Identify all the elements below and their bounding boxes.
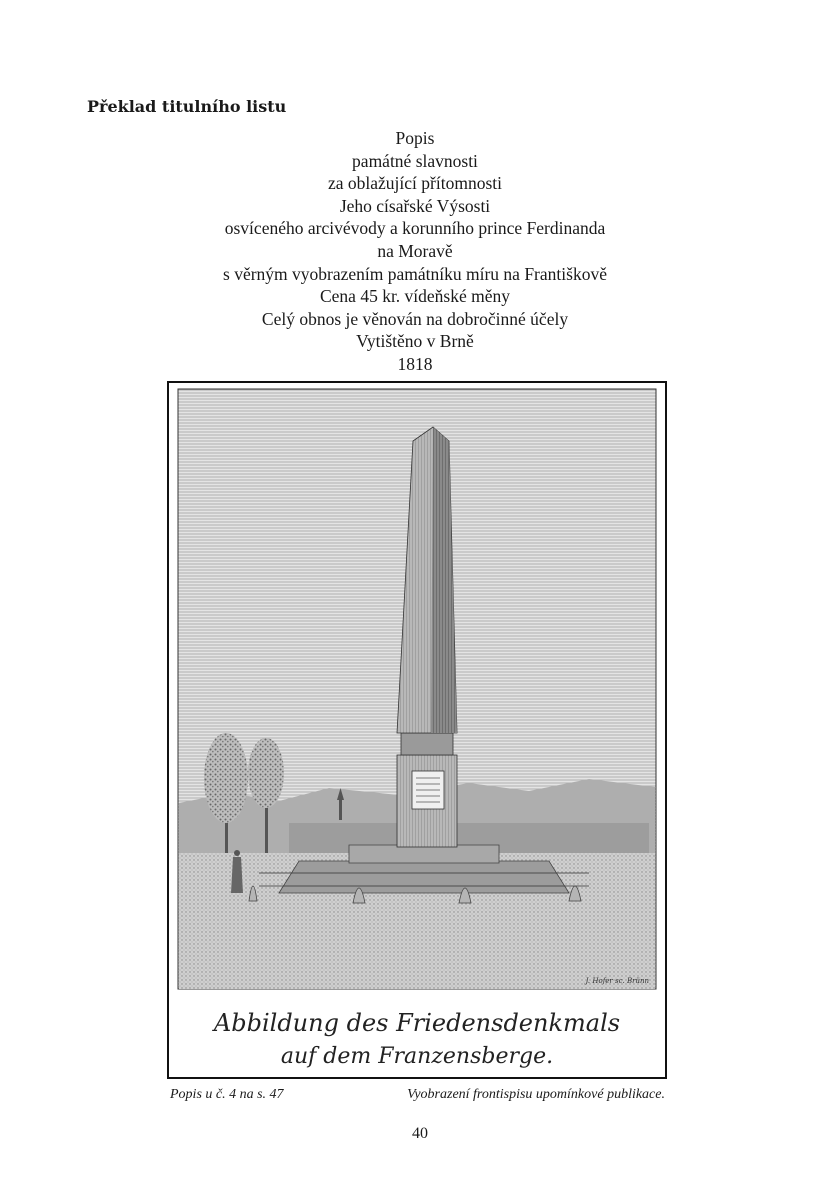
title-line: osvíceného arcivévody a korunního prince Ferdinanda <box>224 218 606 239</box>
caption-reference: Popis u č. 4 na s. 47 <box>170 1087 284 1102</box>
title-line: za oblažující přítomnosti <box>328 173 502 194</box>
monument-step <box>349 845 499 863</box>
title-line: Popis <box>395 128 435 148</box>
title-line: památné slavnosti <box>352 150 478 171</box>
engraver-signature: J. Hofer sc. Brünn <box>585 977 649 985</box>
title-line: Celý obnos je věnován na dobročinné účely <box>261 308 569 329</box>
page-number: 40 <box>412 1125 428 1142</box>
caption-description: Vyobrazení frontispisu upomínkové publikace. <box>407 1087 665 1102</box>
title-page-translation <box>150 127 680 376</box>
title-line: na Moravě <box>377 240 453 261</box>
engraving-caption-line2: auf dem Franzensberge. <box>280 1044 554 1069</box>
engraving-caption-line1: Abbildung des Friedensdenkmals <box>213 1009 621 1037</box>
title-line: Cena 45 kr. vídeňské měny <box>319 286 511 307</box>
title-line: Jeho císařské Výsosti <box>339 195 491 216</box>
church-spire <box>339 798 342 820</box>
title-line: Vytištěno v Brně <box>356 331 474 352</box>
wreath-band <box>401 733 453 755</box>
frontispiece-engraving <box>167 381 667 1079</box>
monument-platform <box>279 861 569 893</box>
title-line: 1818 <box>397 353 433 374</box>
section-heading: Překlad titulního listu <box>87 97 287 116</box>
title-line: s věrným vyobrazením památníku míru na Františkově <box>223 263 607 284</box>
